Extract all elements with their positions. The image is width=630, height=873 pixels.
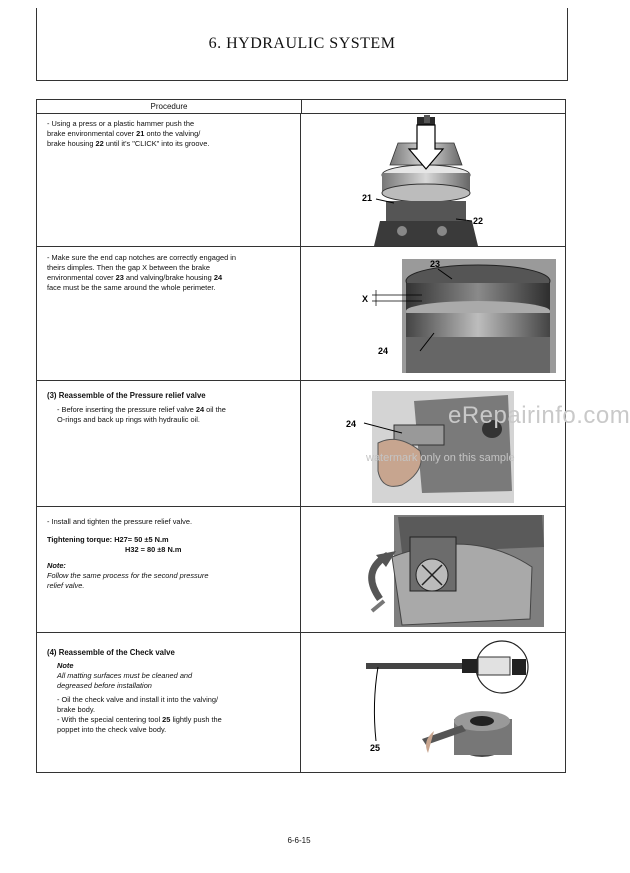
procedure-text: (4) Reassemble of the Check valve Note All matting surfaces must be cleaned and degreased before installation - Oil the check valve and install it into the valving/ brake body. - With the special centering tool 25 lightly push the poppet into the check valve body. xyxy=(37,633,301,773)
callout-23: 23 xyxy=(430,259,441,269)
page-number: 6-6-15 xyxy=(287,836,311,845)
table-row xyxy=(37,247,565,381)
torque-spec-2: H32 = 80 ±8 N.m xyxy=(125,545,182,554)
callout-x: X xyxy=(362,294,369,304)
procedure-text: (3) Reassemble of the Pressure relief valve - Before inserting the pressure relief valve 24 oil the O-rings and back up rings with hydraulic oil. xyxy=(37,381,301,506)
check-valve-image xyxy=(302,633,565,773)
pressure-relief-valve-image xyxy=(302,381,565,506)
step-text: - Install and tighten the pressure relief valve. xyxy=(47,517,193,526)
section-heading: (4) Reassemble of the Check valve xyxy=(47,648,175,657)
procedure-text: - Using a press or a plastic hammer push the brake environmental cover 21 onto the valving/ brake housing 22 until it's "CLICK" into its groove. xyxy=(37,113,301,246)
table-header xyxy=(37,100,565,114)
watermark-text: watermark only on this sample xyxy=(366,452,515,464)
table-row xyxy=(37,507,565,633)
torque-spec: Tightening torque: H27= 50 ±5 N.m xyxy=(47,535,169,544)
gap-check-image xyxy=(302,247,565,380)
step-text: - Using a press or a plastic hammer push the xyxy=(47,119,195,128)
callout-24: 24 xyxy=(378,346,389,356)
step-text: - Make sure the end cap notches are correctly engaged in xyxy=(47,253,236,262)
table-row xyxy=(37,633,565,773)
table-row xyxy=(37,381,565,507)
brake-cover-press-image xyxy=(302,113,565,246)
torque-wrench-image xyxy=(302,507,565,632)
callout-22: 22 xyxy=(473,216,484,226)
table-row xyxy=(37,113,565,247)
watermark-logo: eRepairinfo.com xyxy=(448,402,630,429)
section-heading: (3) Reassemble of the Pressure relief valve xyxy=(47,391,206,400)
note-label: Note xyxy=(57,661,74,670)
callout-21: 21 xyxy=(362,193,373,203)
page-title: 6. HYDRAULIC SYSTEM xyxy=(208,35,396,52)
title-box xyxy=(36,8,568,81)
procedure-text: - Make sure the end cap notches are correctly engaged in theirs dimples. Then the gap X between the brake environmental cover 23 and valving/brake housing 24 face must be the same around the whole perimeter. xyxy=(37,247,301,380)
note-label: Note: xyxy=(47,561,66,570)
procedure-table xyxy=(36,99,566,773)
procedure-text: - Install and tighten the pressure relief valve. Tightening torque: H27= 50 ±5 N.m H32 = 80 ±8 N.m Note: Follow the same process for the second pressure relief valve. xyxy=(37,507,301,632)
callout-25: 25 xyxy=(370,743,381,753)
procedure-column-header: Procedure xyxy=(37,100,302,113)
callout-24: 24 xyxy=(346,419,357,429)
